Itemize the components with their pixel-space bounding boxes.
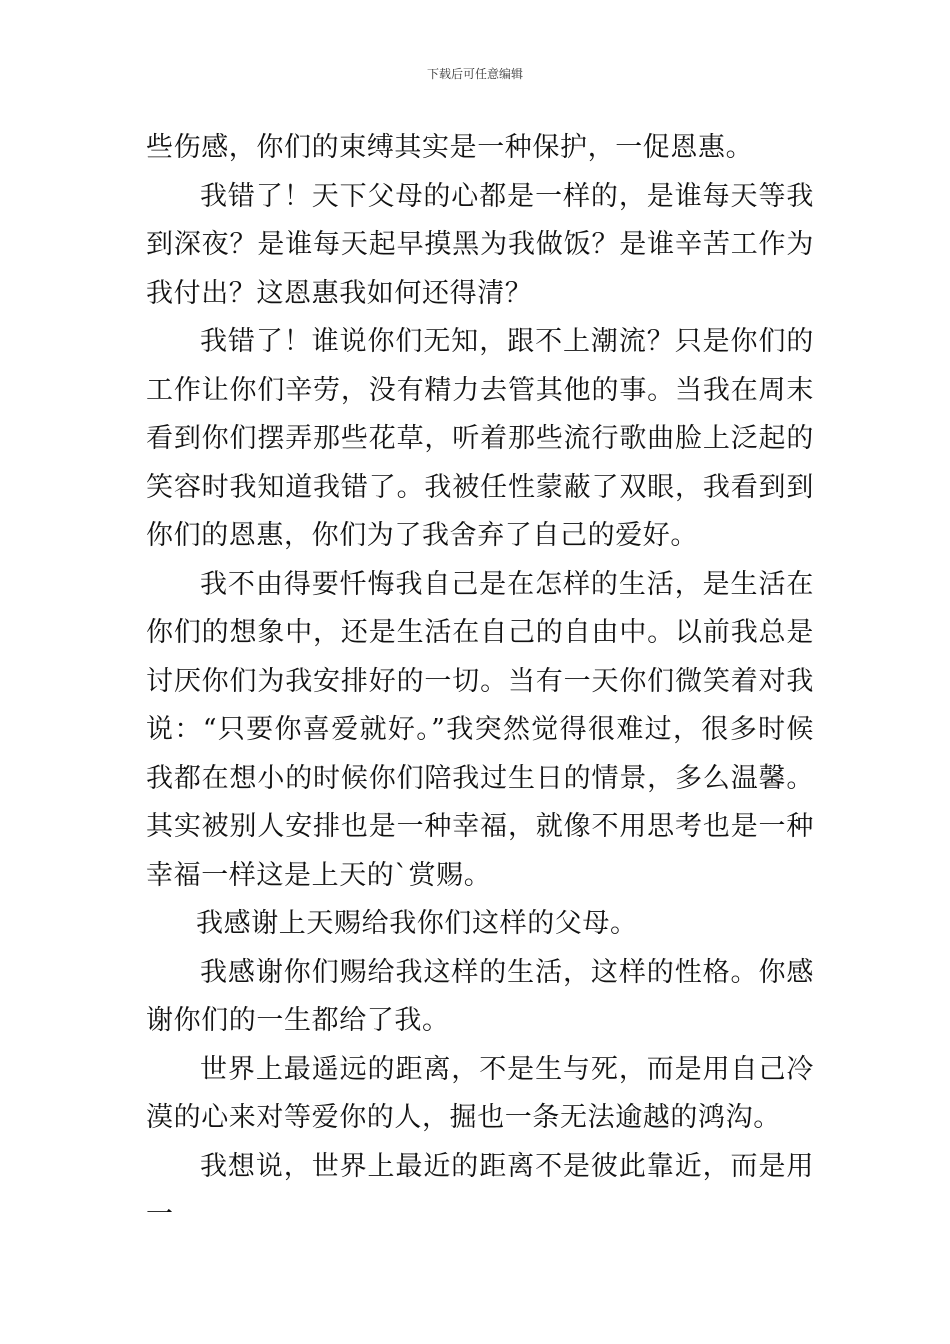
document-body: [146, 124, 814, 1240]
paragraph-8: 我想说，世界上最近的距离不是彼此靠近，而是用一: [146, 1150, 814, 1230]
paragraph-5: 我感谢上天赐给我你们这样的父母。: [196, 908, 638, 939]
paragraph-6: 我感谢你们赐给我这样的生活，这样的性格。你感谢你们的一生都给了我。: [146, 956, 814, 1036]
paragraph-2: 我错了！天下父母的心都是一样的，是谁每天等我到深夜？是谁每天起早摸黑为我做饭？是谁辛苦工作为我付出？这恩惠我如何还得清？: [146, 180, 814, 309]
paragraph-4: 我不由得要忏悔我自己是在怎样的生活，是生活在你们的想象中，还是生活在自己的自由中。以前我总是讨厌你们为我安排好的一切。当有一天你们微笑着对我说：“只要你喜爱就好。”我突然觉得很难过，很多时候我都在想小的时候你们陪我过生日的情景，多么温馨。其实被别人安排也是一种幸福，就像不用思考也是一种幸福一样这是上天的`赏赐。: [146, 568, 814, 891]
paragraph-1: 些伤感，你们的束缚其实是一种保护，一促恩惠。: [146, 132, 754, 163]
paragraph-7: 世界上最遥远的距离，不是生与死，而是用自己冷漠的心来对等爱你的人，掘也一条无法逾越的鸿沟。: [146, 1053, 814, 1133]
paragraph-3: 我错了！谁说你们无知，跟不上潮流？只是你们的工作让你们辛劳，没有精力去管其他的事。当我在周末看到你们摆弄那些花草，听着那些流行歌曲脸上泛起的笑容时我知道我错了。我被任性蒙蔽了双眼，我看到到你们的恩惠，你们为了我舍弃了自己的爱好。: [146, 326, 814, 551]
header-text: 下载后可任意编辑: [426, 67, 523, 81]
page-header: [0, 66, 950, 82]
